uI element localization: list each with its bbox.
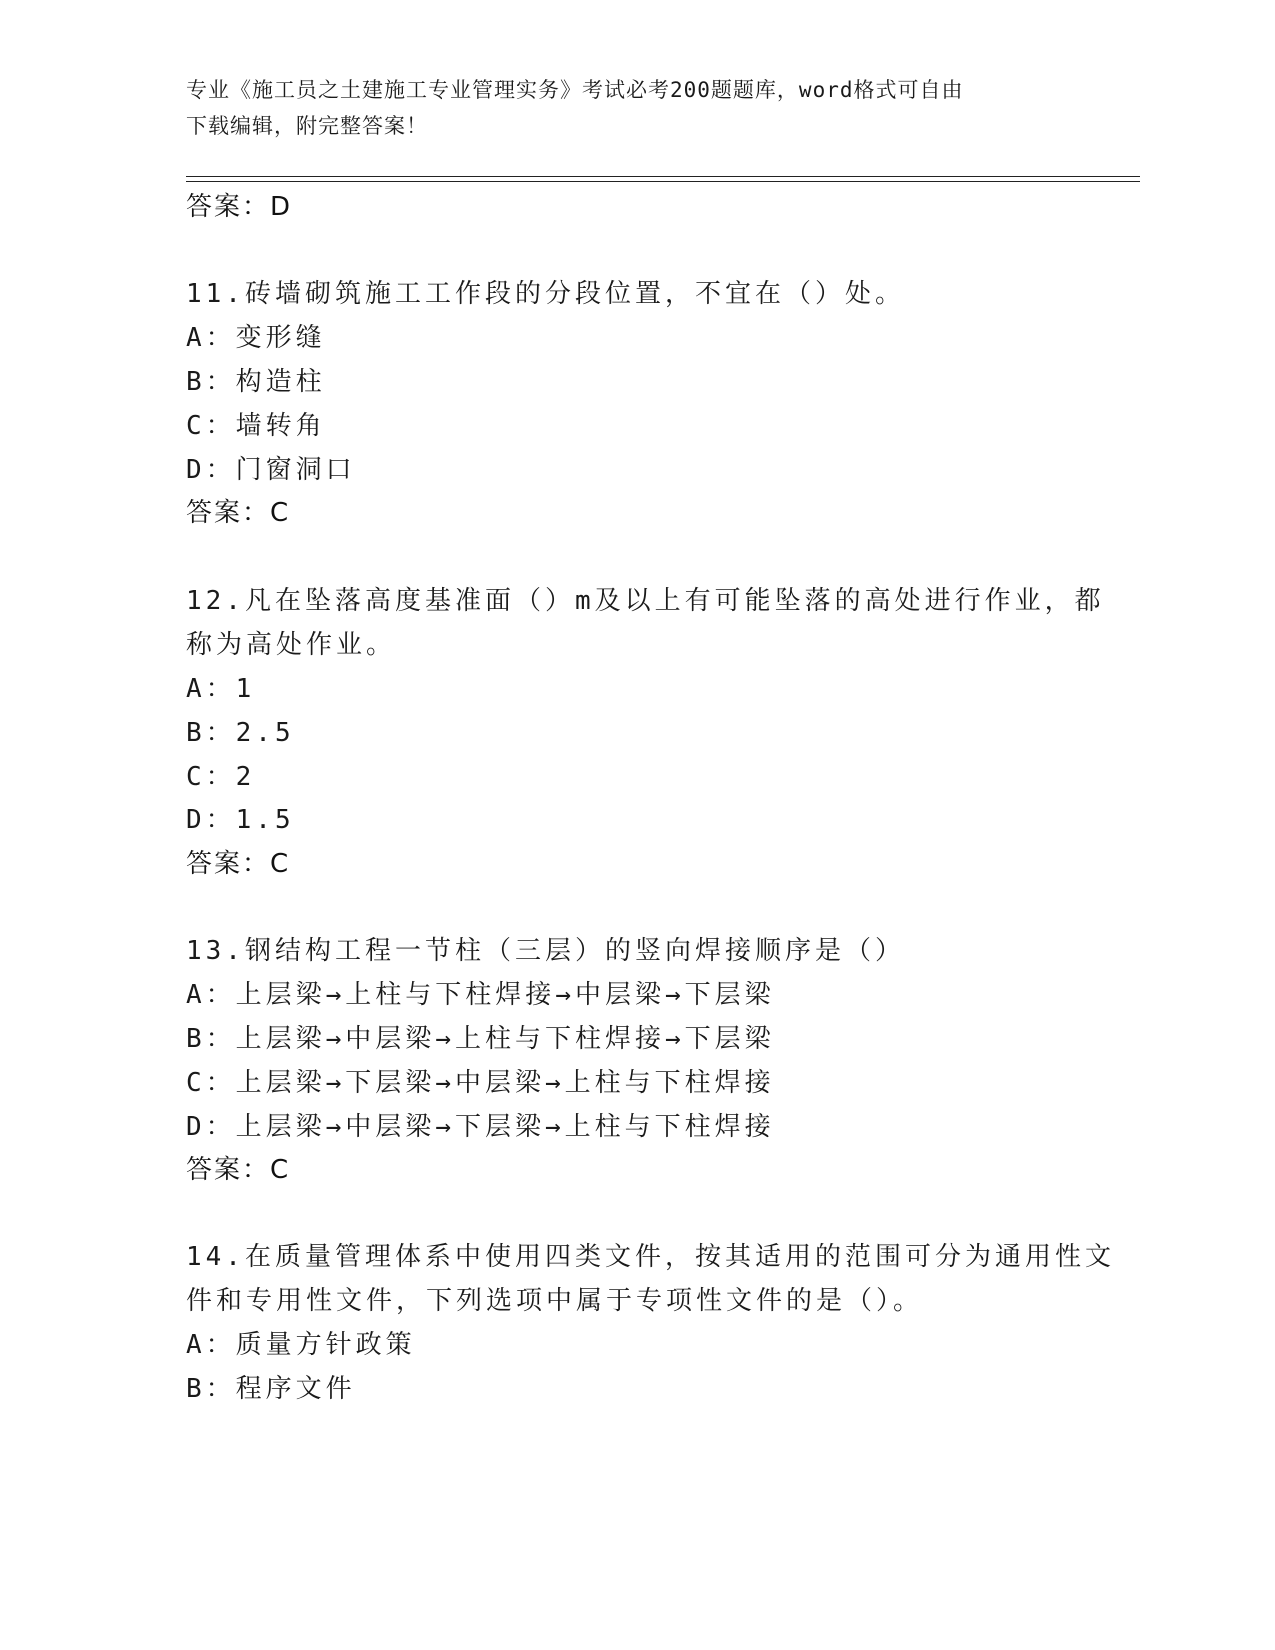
question-14-option-b: B：程序文件 <box>186 1374 356 1404</box>
question-13-option-c: C：上层梁→下层梁→中层梁→上柱与下柱焊接 <box>186 1068 775 1098</box>
question-12-stem-line-1: 12.凡在坠落高度基准面（）m及以上有可能坠落的高处进行作业，都 <box>186 586 1105 616</box>
question-12-answer: 答案：C <box>186 849 291 879</box>
question-12-option-b: B：2.5 <box>186 718 295 748</box>
question-11-option-a: A：变形缝 <box>186 323 326 353</box>
question-14-option-a: A：质量方针政策 <box>186 1330 416 1360</box>
question-14-stem-line-1: 14.在质量管理体系中使用四类文件，按其适用的范围可分为通用性文 <box>186 1242 1115 1272</box>
document-header <box>186 72 1066 144</box>
question-12-option-a: A：1 <box>186 674 256 704</box>
question-12-option-d: D：1.5 <box>186 805 295 835</box>
header-divider-bottom <box>186 181 1140 182</box>
header-line-2: 下载编辑，附完整答案！ <box>186 114 428 138</box>
question-12-stem-line-2: 称为高处作业。 <box>186 630 397 660</box>
question-13-option-d: D：上层梁→中层梁→下层梁→上柱与下柱焊接 <box>186 1112 775 1142</box>
question-11-option-d: D：门窗洞口 <box>186 455 356 485</box>
question-11-stem: 11.砖墙砌筑施工工作段的分段位置，不宜在（）处。 <box>186 279 905 309</box>
question-13-answer: 答案：C <box>186 1155 291 1185</box>
header-line-1: 专业《施工员之土建施工专业管理实务》考试必考200题题库，word格式可自由 <box>186 78 964 102</box>
question-11-answer: 答案：C <box>186 498 291 528</box>
header-divider-top <box>186 176 1140 177</box>
question-12-option-c: C：2 <box>186 762 256 792</box>
question-14-stem-line-2: 件和专用性文件，下列选项中属于专项性文件的是（）。 <box>186 1286 924 1316</box>
question-13-stem: 13.钢结构工程一节柱（三层）的竖向焊接顺序是（） <box>186 936 905 966</box>
question-11-option-b: B：构造柱 <box>186 367 326 397</box>
question-11-option-c: C：墙转角 <box>186 411 326 441</box>
question-13-option-b: B：上层梁→中层梁→上柱与下柱焊接→下层梁 <box>186 1024 775 1054</box>
question-13-option-a: A：上层梁→上柱与下柱焊接→中层梁→下层梁 <box>186 980 775 1010</box>
previous-answer: 答案：D <box>186 192 293 222</box>
